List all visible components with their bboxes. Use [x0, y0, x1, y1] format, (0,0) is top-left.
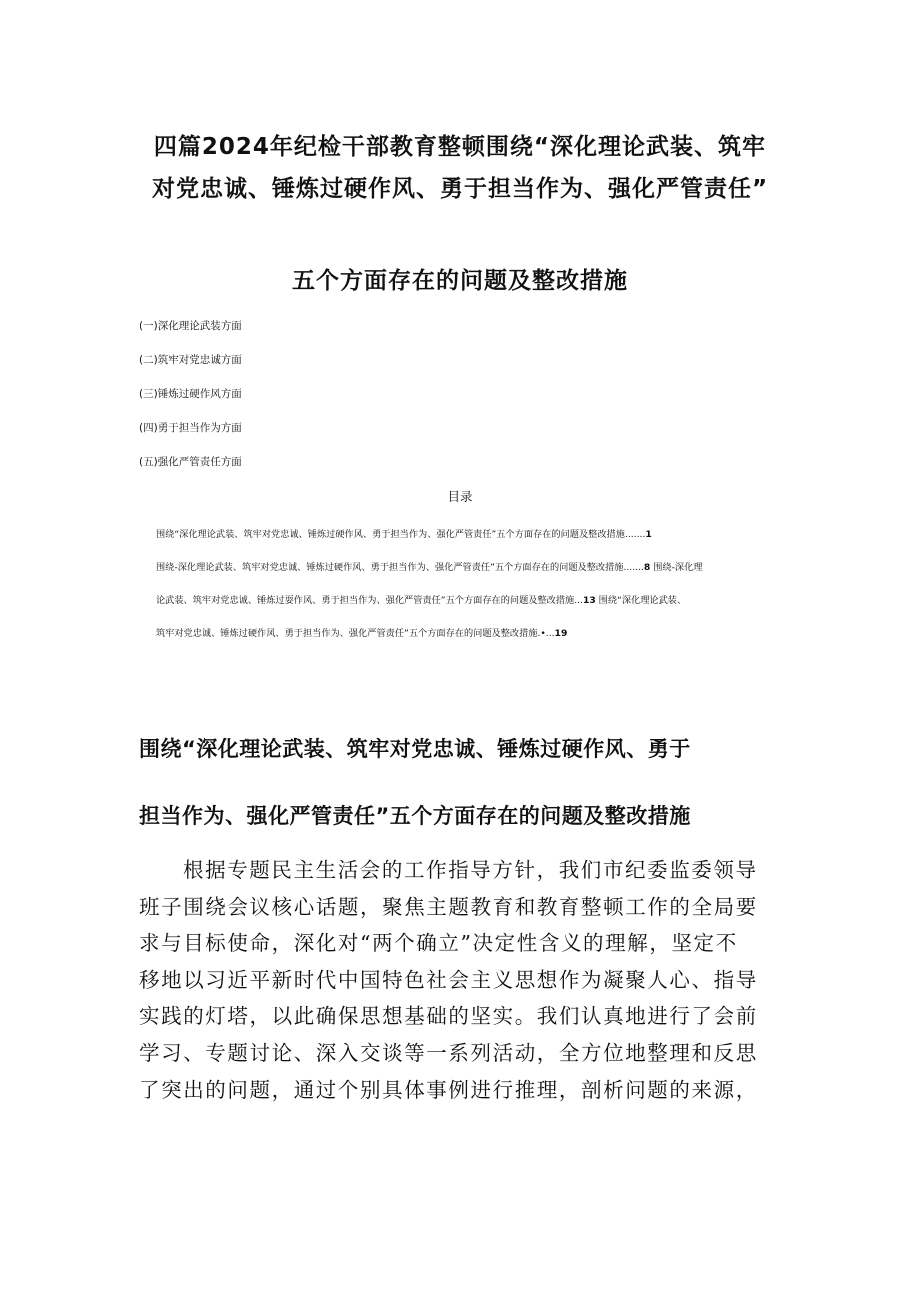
toc-entry-page: 8	[643, 562, 651, 573]
toc-entry[interactable]	[156, 584, 796, 617]
outline-item-1: (一)深化理论武装方面	[139, 320, 242, 332]
body-line: 求与目标使命，深化对“两个确立”决定性含义的理解，坚定不	[139, 931, 738, 956]
toc-entry-page: 13	[582, 595, 596, 606]
section-outline	[139, 318, 242, 488]
body-line: 实践的灯塔，以此确保思想基础的坚实。我们认真地进行了会前	[139, 1004, 758, 1029]
toc-entry[interactable]	[156, 518, 796, 551]
toc-entry-text: 围绕-深化理论武装、筑牢对党忠诚、锤炼过硬作风、勇于担当作为、强化严管责任”五个方面存在的问题及整改措施.......	[156, 562, 644, 573]
outline-item-4: (四)勇于担当作为方面	[139, 422, 242, 434]
body-line: 班子围绕会议核心话题，聚焦主题教育和教育整顿工作的全局要	[139, 894, 758, 919]
body-paragraph	[139, 852, 791, 1108]
toc-entry[interactable]	[156, 617, 796, 650]
outline-item-3: (三)锤炼过硬作风方面	[139, 388, 242, 400]
document-title-line-2: 对党忠诚、锤炼过硬作风、勇于担当作为、强化严管责任”	[151, 176, 769, 202]
toc-heading: 目录	[447, 489, 473, 504]
body-line: 移地以习近平新时代中国特色社会主义思想作为凝聚人心、指导	[139, 967, 758, 992]
toc-entry-text: 筑牢对党忠诚、锤炼过硬作风、勇于担当作为、强化严管责任”五个方面存在的问题及整改措施.•...	[156, 628, 555, 639]
table-of-contents	[156, 518, 796, 650]
outline-item-2: (二)筑牢对党忠诚方面	[139, 354, 242, 366]
section-title-line-2: 担当作为、强化严管责任”五个方面存在的问题及整改措施	[139, 804, 691, 828]
toc-entry-tail: 围绕“深化理论武装、	[595, 595, 687, 606]
toc-entry-text: 围绕“深化理论武装、筑牢对党忠诚、锤炼过硬作风、勇于担当作为、强化严管责任”五个方面存在的问题及整改措施.......	[156, 529, 646, 540]
document-title-line-1: 四篇2024年纪检干部教育整顿围绕“深化理论武装、筑牢	[153, 134, 767, 160]
body-line: 了突出的问题，通过个别具体事例进行推理，剖析问题的来源，	[139, 1077, 758, 1102]
toc-entry-text: 论武装、筑牢对党忠诚、锤炼过耍作风、勇于担当作为、强化严管责任”五个方面存在的问题及整改措施...	[156, 595, 583, 606]
toc-entry-tail: 围绕-深化理	[650, 562, 703, 573]
toc-entry-page: 19	[554, 628, 568, 639]
toc-entry-page: 1	[645, 529, 652, 540]
section-title-line-1: 围绕“深化理论武装、筑牢对党忠诚、锤炼过硬作风、勇于	[139, 737, 691, 761]
body-line: 学习、专题讨论、深入交谈等一系列活动，全方位地整理和反思	[139, 1040, 758, 1065]
outline-item-5: (五)强化严管责任方面	[139, 456, 242, 468]
document-title-line-3: 五个方面存在的问题及整改措施	[292, 268, 628, 294]
body-line: 根据专题民主生活会的工作指导方针，我们市纪委监委领导	[183, 858, 758, 882]
toc-entry[interactable]	[156, 551, 796, 584]
